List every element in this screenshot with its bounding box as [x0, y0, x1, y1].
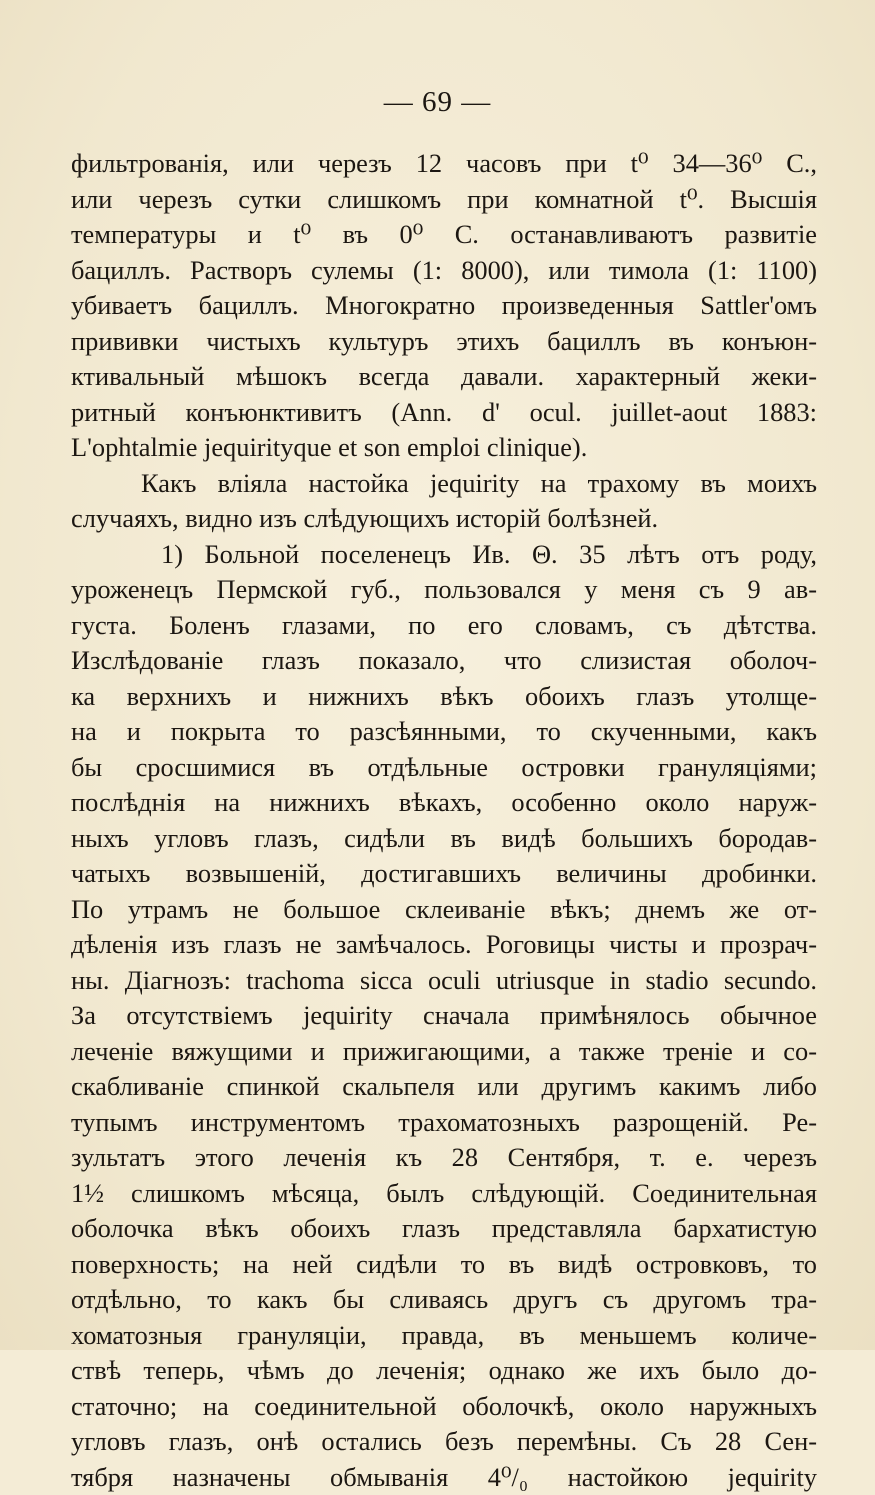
text-line: леченіе вяжущими и прижигающими, а также треніе и со- — [71, 1034, 817, 1070]
text-line: дѣленія изъ глазъ не замѣчалось. Роговицы чисты и прозрач- — [71, 927, 817, 963]
text-line: тября назначены обмыванія 4⁰/₀ настойкою jequirity — [71, 1460, 817, 1495]
text-line: 1½ слишкомъ мѣсяца, былъ слѣдующій. Соединительная — [71, 1176, 817, 1212]
text-line: отдѣльно, то какъ бы сливаясь другъ съ другомъ тра- — [71, 1282, 817, 1318]
text-line: послѣднія на нижнихъ вѣкахъ, особенно около наруж- — [71, 785, 817, 821]
text-line: Какъ вліяла настойка jequirity на трахому въ моихъ — [71, 466, 817, 502]
text-line: ритный конъюнктивитъ (Ann. d' ocul. juillet-aout 1883: — [71, 395, 817, 431]
text-line: ка верхнихъ и нижнихъ вѣкъ обоихъ глазъ утолще- — [71, 679, 817, 715]
text-line: 1) Больной поселенецъ Ив. Θ. 35 лѣтъ отъ роду, — [71, 537, 817, 573]
text-line: тупымъ инструментомъ трахоматозныхъ разрощеній. Ре- — [71, 1105, 817, 1141]
text-line: на и покрыта то разсѣянными, то скученными, какъ — [71, 714, 817, 750]
body-text — [71, 146, 817, 1495]
text-line: За отсутствіемъ jequirity сначала примѣнялось обычное — [71, 998, 817, 1034]
text-line: уроженецъ Пермской губ., пользовался у меня съ 9 ав- — [71, 572, 817, 608]
text-line: случаяхъ, видно изъ слѣдующихъ исторій болѣзней. — [71, 501, 817, 537]
text-line: ствѣ теперь, чѣмъ до леченія; однако же ихъ было до- — [71, 1353, 817, 1389]
text-line: ны. Діагнозъ: trachoma sicca oculi utriusque in stadio secundo. — [71, 963, 817, 999]
text-line: убиваетъ бациллъ. Многократно произведенныя Sattler'омъ — [71, 288, 817, 324]
text-line: температуры и t⁰ въ 0⁰ С. останавливаютъ развитіе — [71, 217, 817, 253]
text-line: бациллъ. Растворъ сулемы (1: 8000), или тимола (1: 1100) — [71, 253, 817, 289]
page-number: — 69 — — [0, 86, 875, 119]
text-line: прививки чистыхъ культуръ этихъ бациллъ въ конъюн- — [71, 324, 817, 360]
text-line: зультатъ этого леченія къ 28 Сентября, т. е. черезъ — [71, 1140, 817, 1176]
text-line: фильтрованія, или черезъ 12 часовъ при t⁰ 34—36⁰ С., — [71, 146, 817, 182]
text-line: скабливаніе спинкой скальпеля или другимъ какимъ либо — [71, 1069, 817, 1105]
text-line: хоматозныя грануляціи, правда, въ меньшемъ количе- — [71, 1318, 817, 1354]
text-line: густа. Боленъ глазами, по его словамъ, съ дѣтства. — [71, 608, 817, 644]
text-line: чатыхъ возвышеній, достигавшихъ величины дробинки. — [71, 856, 817, 892]
text-line: L'ophtalmie jequirityque et son emploi clinique). — [71, 430, 817, 466]
text-line: поверхность; на ней сидѣли то въ видѣ островковъ, то — [71, 1247, 817, 1283]
text-line: угловъ глазъ, онѣ остались безъ перемѣны. Съ 28 Сен- — [71, 1424, 817, 1460]
text-line: или черезъ сутки слишкомъ при комнатной t⁰. Высшія — [71, 182, 817, 218]
text-line: статочно; на соединительной оболочкѣ, около наружныхъ — [71, 1389, 817, 1425]
text-line: По утрамъ не большое склеиваніе вѣкъ; днемъ же от- — [71, 892, 817, 928]
text-line: ктивальный мѣшокъ всегда давали. характерный жеки- — [71, 359, 817, 395]
text-line: ныхъ угловъ глазъ, сидѣли въ видѣ большихъ бородав- — [71, 821, 817, 857]
text-line: бы сросшимися въ отдѣльные островки грануляціями; — [71, 750, 817, 786]
text-line: Изслѣдованіе глазъ показало, что слизистая оболоч- — [71, 643, 817, 679]
text-line: оболочка вѣкъ обоихъ глазъ представляла бархатистую — [71, 1211, 817, 1247]
